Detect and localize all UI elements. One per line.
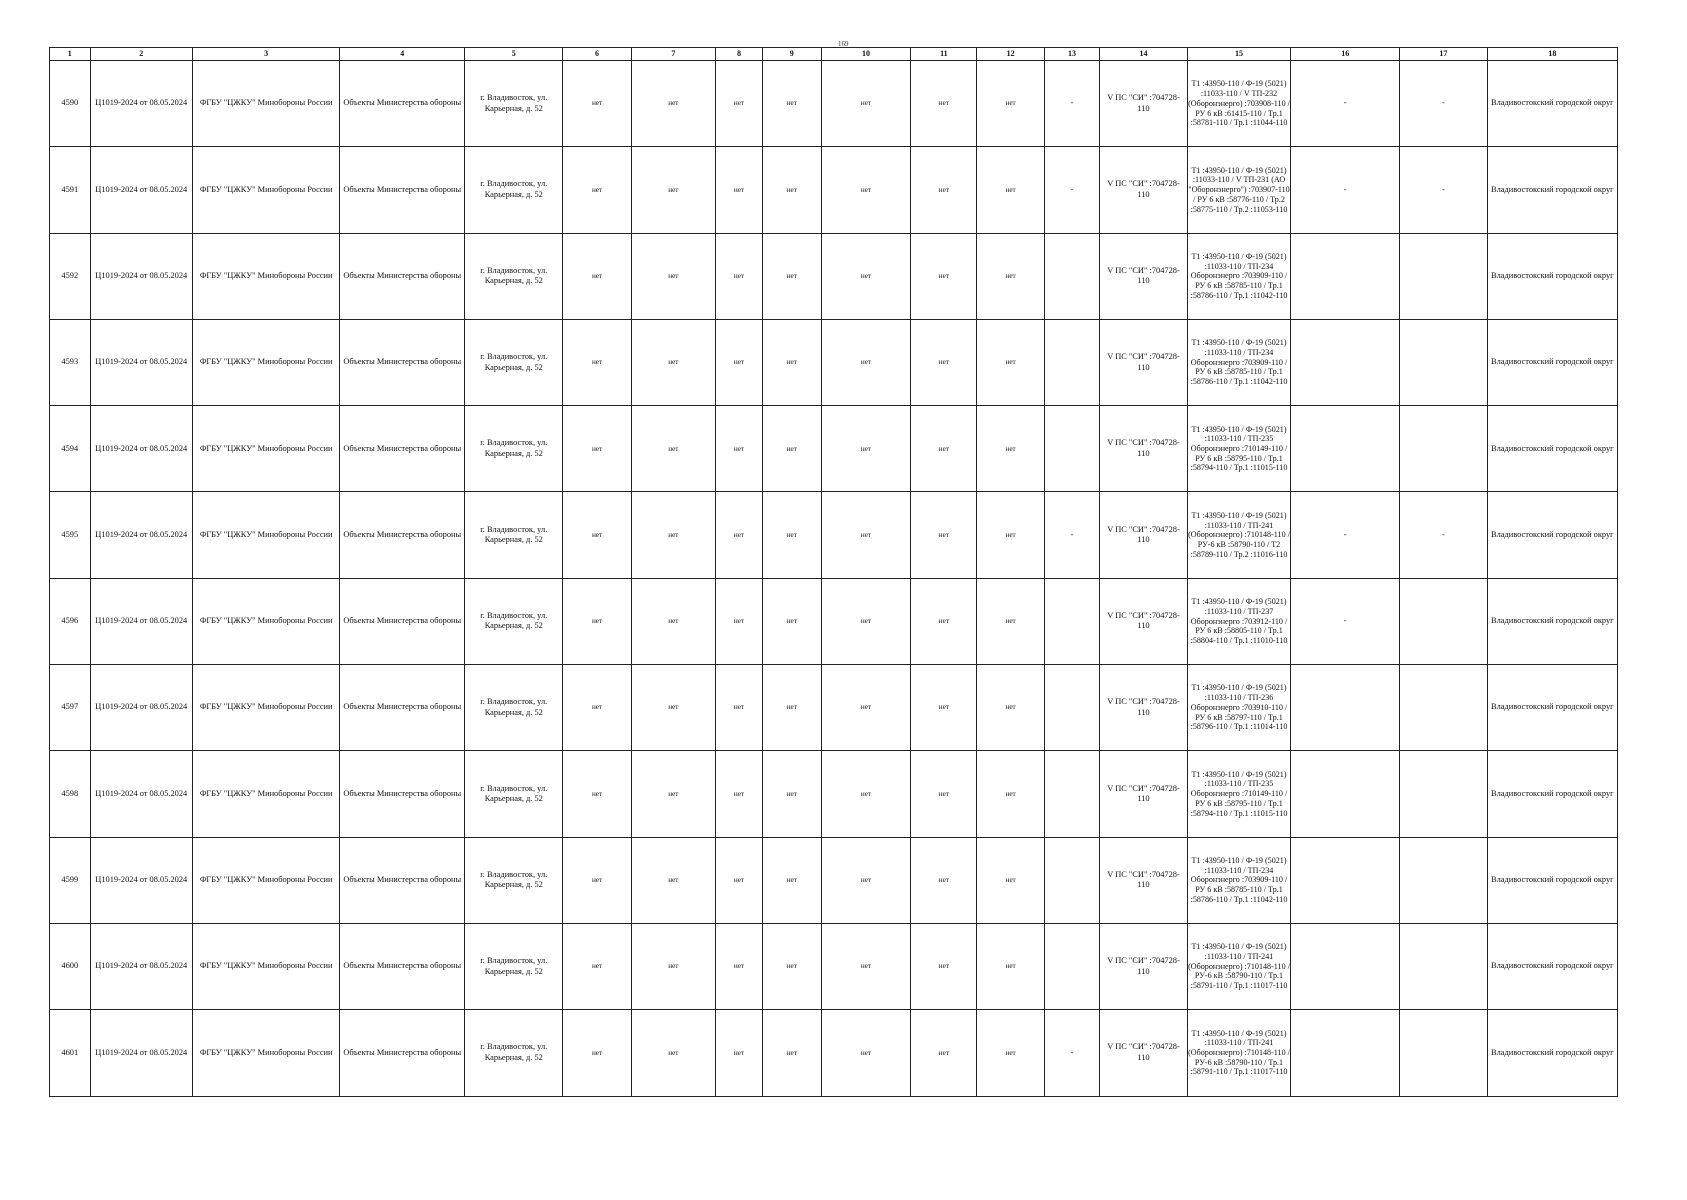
cell-number: 4591 xyxy=(50,147,91,233)
cell-district: Владивостокский городской округ xyxy=(1487,406,1617,492)
cell-col16 xyxy=(1291,1010,1400,1096)
cell-number: 4592 xyxy=(50,233,91,319)
cell-col16 xyxy=(1291,233,1400,319)
registry-table xyxy=(49,47,1618,1097)
table-row xyxy=(50,837,1618,923)
cell-col12: нет xyxy=(977,837,1044,923)
cell-connection-path: T1 :43950-110 / Ф-19 (5021) :11033-110 / ТП-235 Оборонэнерго :710149-110 / РУ 6 кВ :58795-110 / Тр.1 :58794-110 / Тр.1 :11015-110 xyxy=(1187,406,1291,492)
cell-district: Владивостокский городской округ xyxy=(1487,61,1617,147)
cell-object: Объекты Министерства обороны xyxy=(340,233,465,319)
cell-col10: нет xyxy=(821,923,911,1009)
cell-col11: нет xyxy=(911,492,977,578)
cell-col10: нет xyxy=(821,492,911,578)
cell-district: Владивостокский городской округ xyxy=(1487,233,1617,319)
cell-col8: нет xyxy=(716,1010,763,1096)
cell-object: Объекты Министерства обороны xyxy=(340,923,465,1009)
cell-col8: нет xyxy=(716,147,763,233)
cell-col12: нет xyxy=(977,923,1044,1009)
cell-organization: ФГБУ "ЦЖКУ" Минобороны России xyxy=(193,147,340,233)
cell-col13 xyxy=(1044,837,1100,923)
cell-col10: нет xyxy=(821,1010,911,1096)
cell-district: Владивостокский городской округ xyxy=(1487,147,1617,233)
column-header: 11 xyxy=(911,48,977,61)
cell-contract: Ц1019-2024 от 08.05.2024 xyxy=(90,147,192,233)
cell-col17: - xyxy=(1400,492,1488,578)
cell-substation: V ПС "СИ" :704728-110 xyxy=(1100,1010,1188,1096)
column-header: 12 xyxy=(977,48,1044,61)
cell-connection-path: T1 :43950-110 / Ф-19 (5021) :11033-110 / ТП-236 Оборонэнерго :703910-110 / РУ 6 кВ :58797-110 / Тр.1 :58796-110 / Тр.1 :11014-110 xyxy=(1187,665,1291,751)
cell-col10: нет xyxy=(821,406,911,492)
cell-col8: нет xyxy=(716,492,763,578)
column-header: 2 xyxy=(90,48,192,61)
cell-col16 xyxy=(1291,751,1400,837)
cell-col16 xyxy=(1291,837,1400,923)
cell-address: г. Владивосток, ул. Карьерная, д. 52 xyxy=(465,492,563,578)
cell-number: 4593 xyxy=(50,319,91,405)
cell-organization: ФГБУ "ЦЖКУ" Минобороны России xyxy=(193,61,340,147)
cell-col11: нет xyxy=(911,233,977,319)
cell-object: Объекты Министерства обороны xyxy=(340,837,465,923)
cell-col10: нет xyxy=(821,751,911,837)
cell-col8: нет xyxy=(716,233,763,319)
column-header: 13 xyxy=(1044,48,1100,61)
cell-substation: V ПС "СИ" :704728-110 xyxy=(1100,406,1188,492)
cell-contract: Ц1019-2024 от 08.05.2024 xyxy=(90,923,192,1009)
cell-col12: нет xyxy=(977,665,1044,751)
cell-col13 xyxy=(1044,751,1100,837)
cell-col6: нет xyxy=(563,665,631,751)
cell-col13 xyxy=(1044,233,1100,319)
cell-col12: нет xyxy=(977,233,1044,319)
cell-col12: нет xyxy=(977,406,1044,492)
column-header: 16 xyxy=(1291,48,1400,61)
cell-col9: нет xyxy=(762,492,821,578)
cell-col10: нет xyxy=(821,233,911,319)
cell-col17 xyxy=(1400,751,1488,837)
cell-col10: нет xyxy=(821,61,911,147)
table-row xyxy=(50,923,1618,1009)
table-row xyxy=(50,233,1618,319)
cell-district: Владивостокский городской округ xyxy=(1487,1010,1617,1096)
cell-object: Объекты Министерства обороны xyxy=(340,61,465,147)
cell-col16 xyxy=(1291,923,1400,1009)
cell-col7: нет xyxy=(631,406,715,492)
cell-col8: нет xyxy=(716,923,763,1009)
cell-organization: ФГБУ "ЦЖКУ" Минобороны России xyxy=(193,492,340,578)
cell-col12: нет xyxy=(977,492,1044,578)
cell-col17 xyxy=(1400,923,1488,1009)
cell-col6: нет xyxy=(563,233,631,319)
cell-col16: - xyxy=(1291,61,1400,147)
cell-substation: V ПС "СИ" :704728-110 xyxy=(1100,61,1188,147)
column-header: 6 xyxy=(563,48,631,61)
cell-col9: нет xyxy=(762,1010,821,1096)
cell-col16: - xyxy=(1291,492,1400,578)
cell-substation: V ПС "СИ" :704728-110 xyxy=(1100,492,1188,578)
cell-col9: нет xyxy=(762,578,821,664)
cell-connection-path: T1 :43950-110 / Ф-19 (5021) :11033-110 / ТП-235 Оборонэнерго :710149-110 / РУ 6 кВ :58795-110 / Тр.1 :58794-110 / Тр.1 :11015-110 xyxy=(1187,751,1291,837)
cell-col6: нет xyxy=(563,1010,631,1096)
cell-col17 xyxy=(1400,406,1488,492)
cell-number: 4596 xyxy=(50,578,91,664)
cell-col16: - xyxy=(1291,578,1400,664)
cell-district: Владивостокский городской округ xyxy=(1487,923,1617,1009)
cell-district: Владивостокский городской округ xyxy=(1487,319,1617,405)
cell-col6: нет xyxy=(563,837,631,923)
column-header: 3 xyxy=(193,48,340,61)
cell-organization: ФГБУ "ЦЖКУ" Минобороны России xyxy=(193,578,340,664)
cell-col13: - xyxy=(1044,492,1100,578)
cell-col6: нет xyxy=(563,578,631,664)
table-row xyxy=(50,492,1618,578)
cell-col13: - xyxy=(1044,1010,1100,1096)
cell-organization: ФГБУ "ЦЖКУ" Минобороны России xyxy=(193,665,340,751)
cell-col12: нет xyxy=(977,751,1044,837)
cell-col7: нет xyxy=(631,578,715,664)
cell-address: г. Владивосток, ул. Карьерная, д. 52 xyxy=(465,1010,563,1096)
cell-col11: нет xyxy=(911,319,977,405)
cell-col8: нет xyxy=(716,751,763,837)
cell-contract: Ц1019-2024 от 08.05.2024 xyxy=(90,665,192,751)
cell-col10: нет xyxy=(821,578,911,664)
cell-col17 xyxy=(1400,1010,1488,1096)
cell-connection-path: T1 :43950-110 / Ф-19 (5021) :11033-110 / ТП-234 Оборонэнерго :703909-110 / РУ 6 кВ :58785-110 / Тр.1 :58786-110 / Тр.1 :11042-110 xyxy=(1187,837,1291,923)
cell-col7: нет xyxy=(631,492,715,578)
header-row xyxy=(50,48,1618,61)
cell-object: Объекты Министерства обороны xyxy=(340,492,465,578)
cell-object: Объекты Министерства обороны xyxy=(340,665,465,751)
cell-object: Объекты Министерства обороны xyxy=(340,578,465,664)
cell-col16 xyxy=(1291,319,1400,405)
cell-col8: нет xyxy=(716,61,763,147)
column-header: 8 xyxy=(716,48,763,61)
page-number: 169 xyxy=(838,40,849,48)
cell-col10: нет xyxy=(821,147,911,233)
cell-connection-path: T1 :43950-110 / Ф-19 (5021) :11033-110 / ТП-241 (Оборонэнерго) :710148-110 / РУ-6 кВ :58790-110 / T2 :58789-110 / Тр.2 :11016-110 xyxy=(1187,492,1291,578)
cell-organization: ФГБУ "ЦЖКУ" Минобороны России xyxy=(193,233,340,319)
cell-district: Владивостокский городской округ xyxy=(1487,578,1617,664)
table-row xyxy=(50,1010,1618,1096)
cell-col10: нет xyxy=(821,665,911,751)
table-row xyxy=(50,406,1618,492)
cell-col6: нет xyxy=(563,923,631,1009)
cell-connection-path: T1 :43950-110 / Ф-19 (5021) :11033-110 / ТП-241 (Оборонэнерго) :710148-110 / РУ-6 кВ :58790-110 / Тр.1 :58791-110 / Тр.1 :11017-110 xyxy=(1187,923,1291,1009)
cell-connection-path: T1 :43950-110 / Ф-19 (5021) :11033-110 / ТП-241 (Оборонэнерго) :710148-110 / РУ-6 кВ :58790-110 / Тр.1 :58791-110 / Тр.1 :11017-110 xyxy=(1187,1010,1291,1096)
cell-col12: нет xyxy=(977,61,1044,147)
cell-number: 4597 xyxy=(50,665,91,751)
cell-col11: нет xyxy=(911,751,977,837)
table-row xyxy=(50,751,1618,837)
column-header: 17 xyxy=(1400,48,1488,61)
cell-col8: нет xyxy=(716,665,763,751)
cell-col11: нет xyxy=(911,1010,977,1096)
cell-object: Объекты Министерства обороны xyxy=(340,1010,465,1096)
cell-col17 xyxy=(1400,578,1488,664)
cell-col13 xyxy=(1044,406,1100,492)
cell-col8: нет xyxy=(716,578,763,664)
cell-col13 xyxy=(1044,319,1100,405)
column-header: 14 xyxy=(1100,48,1188,61)
cell-col7: нет xyxy=(631,1010,715,1096)
cell-connection-path: T1 :43950-110 / Ф-19 (5021) :11033-110 / ТП-234 Оборонэнерго :703909-110 / РУ 6 кВ :58785-110 / Тр.1 :58786-110 / Тр.1 :11042-110 xyxy=(1187,319,1291,405)
table-row xyxy=(50,319,1618,405)
cell-district: Владивостокский городской округ xyxy=(1487,665,1617,751)
cell-col7: нет xyxy=(631,233,715,319)
cell-col9: нет xyxy=(762,406,821,492)
cell-col6: нет xyxy=(563,406,631,492)
cell-object: Объекты Министерства обороны xyxy=(340,319,465,405)
cell-col16 xyxy=(1291,665,1400,751)
cell-col8: нет xyxy=(716,406,763,492)
cell-col6: нет xyxy=(563,147,631,233)
cell-col6: нет xyxy=(563,61,631,147)
cell-col6: нет xyxy=(563,319,631,405)
cell-col8: нет xyxy=(716,319,763,405)
cell-col17: - xyxy=(1400,147,1488,233)
column-header: 4 xyxy=(340,48,465,61)
cell-address: г. Владивосток, ул. Карьерная, д. 52 xyxy=(465,665,563,751)
cell-substation: V ПС "СИ" :704728-110 xyxy=(1100,578,1188,664)
cell-organization: ФГБУ "ЦЖКУ" Минобороны России xyxy=(193,1010,340,1096)
cell-col8: нет xyxy=(716,837,763,923)
cell-col16: - xyxy=(1291,147,1400,233)
cell-col10: нет xyxy=(821,837,911,923)
cell-col13: - xyxy=(1044,61,1100,147)
cell-district: Владивостокский городской округ xyxy=(1487,492,1617,578)
cell-organization: ФГБУ "ЦЖКУ" Минобороны России xyxy=(193,923,340,1009)
cell-address: г. Владивосток, ул. Карьерная, д. 52 xyxy=(465,319,563,405)
cell-number: 4594 xyxy=(50,406,91,492)
cell-substation: V ПС "СИ" :704728-110 xyxy=(1100,319,1188,405)
cell-district: Владивостокский городской округ xyxy=(1487,837,1617,923)
cell-substation: V ПС "СИ" :704728-110 xyxy=(1100,837,1188,923)
cell-contract: Ц1019-2024 от 08.05.2024 xyxy=(90,1010,192,1096)
cell-contract: Ц1019-2024 от 08.05.2024 xyxy=(90,233,192,319)
table-row xyxy=(50,578,1618,664)
cell-object: Объекты Министерства обороны xyxy=(340,147,465,233)
cell-substation: V ПС "СИ" :704728-110 xyxy=(1100,751,1188,837)
cell-district: Владивостокский городской округ xyxy=(1487,751,1617,837)
cell-col9: нет xyxy=(762,837,821,923)
cell-contract: Ц1019-2024 от 08.05.2024 xyxy=(90,751,192,837)
column-header: 7 xyxy=(631,48,715,61)
cell-substation: V ПС "СИ" :704728-110 xyxy=(1100,665,1188,751)
cell-organization: ФГБУ "ЦЖКУ" Минобороны России xyxy=(193,751,340,837)
column-header: 18 xyxy=(1487,48,1617,61)
cell-col16 xyxy=(1291,406,1400,492)
table-row xyxy=(50,147,1618,233)
cell-number: 4601 xyxy=(50,1010,91,1096)
cell-col13: - xyxy=(1044,147,1100,233)
cell-col7: нет xyxy=(631,147,715,233)
cell-col9: нет xyxy=(762,147,821,233)
cell-contract: Ц1019-2024 от 08.05.2024 xyxy=(90,319,192,405)
cell-address: г. Владивосток, ул. Карьерная, д. 52 xyxy=(465,837,563,923)
cell-address: г. Владивосток, ул. Карьерная, д. 52 xyxy=(465,147,563,233)
cell-col7: нет xyxy=(631,751,715,837)
cell-col17 xyxy=(1400,233,1488,319)
cell-col11: нет xyxy=(911,923,977,1009)
column-header: 9 xyxy=(762,48,821,61)
cell-number: 4590 xyxy=(50,61,91,147)
cell-col17: - xyxy=(1400,61,1488,147)
table-row xyxy=(50,665,1618,751)
cell-col9: нет xyxy=(762,233,821,319)
cell-col12: нет xyxy=(977,147,1044,233)
cell-col17 xyxy=(1400,319,1488,405)
cell-col7: нет xyxy=(631,923,715,1009)
cell-col11: нет xyxy=(911,578,977,664)
cell-col7: нет xyxy=(631,319,715,405)
cell-contract: Ц1019-2024 от 08.05.2024 xyxy=(90,61,192,147)
cell-organization: ФГБУ "ЦЖКУ" Минобороны России xyxy=(193,837,340,923)
cell-address: г. Владивосток, ул. Карьерная, д. 52 xyxy=(465,751,563,837)
cell-number: 4598 xyxy=(50,751,91,837)
cell-col9: нет xyxy=(762,665,821,751)
cell-col13 xyxy=(1044,578,1100,664)
cell-contract: Ц1019-2024 от 08.05.2024 xyxy=(90,837,192,923)
cell-col11: нет xyxy=(911,61,977,147)
cell-contract: Ц1019-2024 от 08.05.2024 xyxy=(90,406,192,492)
table-row xyxy=(50,61,1618,147)
cell-substation: V ПС "СИ" :704728-110 xyxy=(1100,923,1188,1009)
column-header: 1 xyxy=(50,48,91,61)
cell-col17 xyxy=(1400,665,1488,751)
cell-contract: Ц1019-2024 от 08.05.2024 xyxy=(90,492,192,578)
cell-address: г. Владивосток, ул. Карьерная, д. 52 xyxy=(465,578,563,664)
cell-connection-path: T1 :43950-110 / Ф-19 (5021) :11033-110 / ТП-234 Оборонэнерго :703909-110 / РУ 6 кВ :58785-110 / Тр.1 :58786-110 / Тр.1 :11042-110 xyxy=(1187,233,1291,319)
cell-col7: нет xyxy=(631,61,715,147)
cell-col12: нет xyxy=(977,319,1044,405)
cell-number: 4599 xyxy=(50,837,91,923)
cell-number: 4595 xyxy=(50,492,91,578)
cell-address: г. Владивосток, ул. Карьерная, д. 52 xyxy=(465,233,563,319)
cell-col11: нет xyxy=(911,406,977,492)
cell-connection-path: T1 :43950-110 / Ф-19 (5021) :11033-110 / ТП-237 Оборонэнерго :703912-110 / РУ 6 кВ :58805-110 / Тр.1 :58804-110 / Тр.1 :11010-110 xyxy=(1187,578,1291,664)
cell-col10: нет xyxy=(821,319,911,405)
cell-address: г. Владивосток, ул. Карьерная, д. 52 xyxy=(465,923,563,1009)
cell-col11: нет xyxy=(911,147,977,233)
cell-col9: нет xyxy=(762,923,821,1009)
cell-organization: ФГБУ "ЦЖКУ" Минобороны России xyxy=(193,406,340,492)
cell-col9: нет xyxy=(762,319,821,405)
cell-substation: V ПС "СИ" :704728-110 xyxy=(1100,147,1188,233)
cell-col13 xyxy=(1044,923,1100,1009)
cell-col7: нет xyxy=(631,837,715,923)
cell-col12: нет xyxy=(977,1010,1044,1096)
cell-col12: нет xyxy=(977,578,1044,664)
column-header: 10 xyxy=(821,48,911,61)
cell-col9: нет xyxy=(762,751,821,837)
cell-col7: нет xyxy=(631,665,715,751)
cell-col11: нет xyxy=(911,837,977,923)
column-header: 5 xyxy=(465,48,563,61)
cell-col9: нет xyxy=(762,61,821,147)
cell-col6: нет xyxy=(563,751,631,837)
cell-address: г. Владивосток, ул. Карьерная, д. 52 xyxy=(465,406,563,492)
cell-organization: ФГБУ "ЦЖКУ" Минобороны России xyxy=(193,319,340,405)
cell-connection-path: T1 :43950-110 / Ф-19 (5021) :11033-110 / V ТП-232 (Оборонэнерго) :703908-110 / РУ 6 кВ :61415-110 / Тр.1 :58781-110 / Тр.1 :11044-110 xyxy=(1187,61,1291,147)
cell-substation: V ПС "СИ" :704728-110 xyxy=(1100,233,1188,319)
column-header: 15 xyxy=(1187,48,1291,61)
cell-number: 4600 xyxy=(50,923,91,1009)
cell-address: г. Владивосток, ул. Карьерная, д. 52 xyxy=(465,61,563,147)
cell-object: Объекты Министерства обороны xyxy=(340,406,465,492)
cell-connection-path: T1 :43950-110 / Ф-19 (5021) :11033-110 / V ТП-231 (АО "Оборонэнерго") :703907-110 / РУ 6 кВ :58776-110 / Тр.2 :58775-110 / Тр.2 :11053-110 xyxy=(1187,147,1291,233)
cell-col17 xyxy=(1400,837,1488,923)
cell-col11: нет xyxy=(911,665,977,751)
cell-contract: Ц1019-2024 от 08.05.2024 xyxy=(90,578,192,664)
cell-col6: нет xyxy=(563,492,631,578)
cell-col13 xyxy=(1044,665,1100,751)
cell-object: Объекты Министерства обороны xyxy=(340,751,465,837)
